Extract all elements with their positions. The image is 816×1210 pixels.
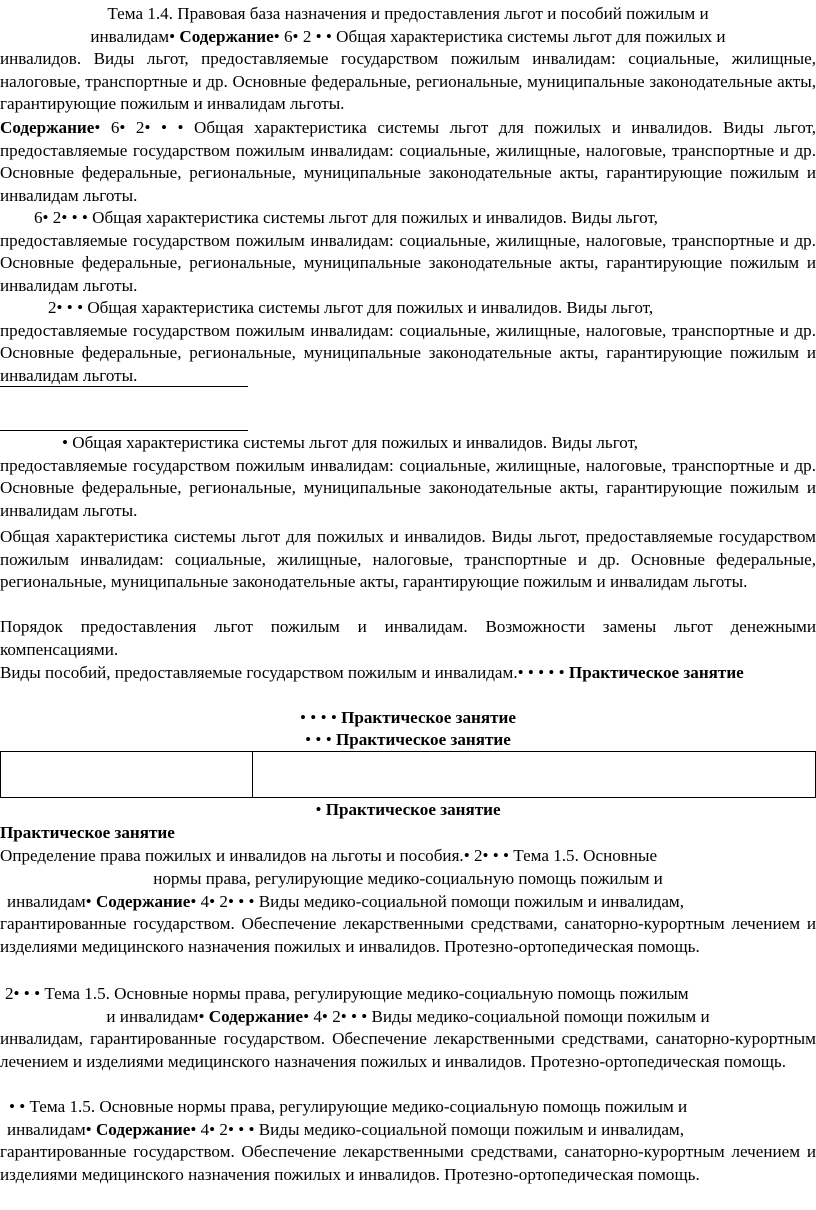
paragraph-body: предоставляемые государством пожилым инвалидам: социальные, жилищные, налоговые, транспортные и др. Основные федеральные, региональные, муниципальные законодательные акты, гарантирующие пожилым и инвалидам льготы. bbox=[0, 455, 816, 520]
table-cell bbox=[253, 752, 816, 798]
content-label: Содержание bbox=[95, 1119, 191, 1139]
content-label: Содержание bbox=[179, 26, 274, 46]
practice-heading-4: Практическое занятие bbox=[0, 823, 175, 842]
paragraph-tail: • 2• • • Тема 1.5. Основные bbox=[463, 846, 658, 865]
bullet-glyphs: • • • • bbox=[300, 708, 337, 727]
paragraph-body: инвалидам, гарантированные государством. Обеспечение лекарственными средствами, санаторно-курортным лечением и изделиями медицинского назначения пожилых и инвалидов. Протезно-ортопедическая помощь. bbox=[0, 1029, 816, 1071]
paragraph-first-line: 2• • • Общая характеристика системы льгот для пожилых и инвалидов. Виды льгот, bbox=[48, 298, 654, 317]
heading-label: Практическое занятие bbox=[336, 708, 516, 727]
practice-heading-1 bbox=[0, 707, 816, 730]
bullet-glyphs: • bbox=[315, 800, 322, 819]
topic-title-line: Тема 1.4. Правовая база назначения и предоставления льгот и пособий пожилым и bbox=[107, 4, 709, 23]
paragraph-second-line bbox=[0, 891, 816, 914]
bullet-glyph: • bbox=[273, 26, 280, 46]
paragraph-8 bbox=[0, 662, 816, 685]
paragraph-second-line bbox=[0, 1119, 816, 1142]
bullet-glyphs: • • • • • bbox=[517, 663, 565, 682]
paragraph-3 bbox=[0, 207, 816, 297]
paragraph-body: гарантированные государством. Обеспечение лекарственными средствами, санаторно-курортным лечением и изделиями медицинского назначения пожилых и инвалидов. Протезно-ортопедическая помощь. bbox=[0, 914, 816, 956]
text-fragment: 2 bbox=[298, 26, 312, 46]
underline-rule bbox=[0, 386, 248, 387]
table-cell bbox=[1, 752, 253, 798]
practice-heading: Практическое занятие bbox=[564, 663, 744, 682]
table-row bbox=[1, 752, 816, 798]
paragraph-body: инвалидов. Виды льгот, предоставляемые государством пожилым инвалидам: социальные, жилищные, налоговые, транспортные и др. Основные федеральные, региональные, муниципальные законодательные акты, гарантирующие пожилым и инвалидам льготы. bbox=[0, 49, 816, 114]
paragraph-first-line: • • Тема 1.5. Основные нормы права, регулирующие медико-социальную помощь пожилым и bbox=[9, 1097, 688, 1116]
paragraph-body: Общая характеристика системы льгот для пожилых и инвалидов. Виды льгот, предоставляемые государством пожилым инвалидам: социальные, жилищные, налоговые, транспортные и др. Основные федеральные, региональные, муниципальные законодательные акты, гарантирующие пожилым и инвалидам льготы. bbox=[0, 118, 816, 205]
paragraph-topic-1-5-a bbox=[0, 868, 816, 958]
paragraph-topic-1-5-c bbox=[0, 1096, 816, 1186]
text-fragment: • 4• 2• • • Виды медико-социальной помощи пожилым и инвалидам, bbox=[190, 891, 685, 911]
paragraph-7: Порядок предоставления льгот пожилым и инвалидам. Возможности замены льгот денежными компенсациями. bbox=[0, 617, 816, 659]
content-label: Содержание bbox=[95, 891, 191, 911]
heading-label: Практическое занятие bbox=[331, 730, 511, 749]
paragraph-body: гарантированные государством. Обеспечение лекарственными средствами, санаторно-курортным лечением и изделиями медицинского назначения пожилых и инвалидов. Протезно-ортопедическая помощь. bbox=[0, 1142, 816, 1184]
paragraph-first-line: • Общая характеристика системы льгот для пожилых и инвалидов. Виды льгот, bbox=[62, 433, 639, 452]
paragraph-body: предоставляемые государством пожилым инвалидам: социальные, жилищные, налоговые, транспортные и др. Основные федеральные, региональные, муниципальные законодательные акты, гарантирующие пожилым и инвалидам льготы. bbox=[0, 230, 816, 295]
text-fragment: • 4• 2• • • Виды медико-социальной помощи пожилым и инвалидам, bbox=[190, 1119, 685, 1139]
text-fragment: и инвалидам bbox=[106, 1006, 199, 1026]
bullet-glyph: • bbox=[169, 26, 176, 46]
paragraph-5 bbox=[0, 432, 816, 522]
bullet-glyphs: • • • bbox=[305, 730, 332, 749]
text-fragment: • 4• 2• • • Виды медико-социальной помощи пожилым и bbox=[303, 1006, 710, 1026]
paragraph-body: Определение права пожилых и инвалидов на льготы и пособия. bbox=[0, 846, 464, 865]
text-fragment: 6 bbox=[279, 26, 293, 46]
bullet-glyph: • bbox=[198, 1006, 205, 1026]
paragraph-content-2 bbox=[0, 117, 816, 207]
practice-heading-2 bbox=[0, 729, 816, 752]
text-fragment: инвалидам bbox=[7, 891, 86, 911]
text-fragment: инвалидам bbox=[7, 1119, 86, 1139]
paragraph-9 bbox=[0, 845, 816, 868]
bullet-glyph: • bbox=[85, 1119, 92, 1139]
paragraph-body: Виды пособий, предоставляемые государством пожилым и инвалидам. bbox=[0, 663, 518, 682]
practice-heading-3 bbox=[0, 799, 816, 822]
text-fragment: инвалидам bbox=[90, 26, 170, 46]
content-label: Содержание bbox=[0, 118, 95, 137]
bullet-glyph: • bbox=[85, 891, 92, 911]
heading-label: Практическое занятие bbox=[321, 800, 501, 819]
bullet-prefix: • 6• 2• • • bbox=[94, 118, 194, 137]
footnote-separator bbox=[0, 430, 248, 431]
paragraph-first-line: 2• • • Тема 1.5. Основные нормы права, регулирующие медико-социальную помощь пожилым bbox=[5, 984, 689, 1003]
paragraph-body: предоставляемые государством пожилым инвалидам: социальные, жилищные, налоговые, транспортные и др. Основные федеральные, региональные, муниципальные законодательные акты, гарантирующие пожилым и инвалидам льготы. bbox=[0, 320, 816, 385]
paragraph-6: Общая характеристика системы льгот для пожилых и инвалидов. Виды льгот, предоставляемые государством пожилым инвалидам: социальные, жилищные, налоговые, транспортные и др. Основные федеральные, региональные, муниципальные законодательные акты, гарантирующие пожилым и инвалидам льготы. bbox=[0, 527, 816, 592]
text-fragment: • • Общая характеристика системы льгот для пожилых и bbox=[311, 26, 726, 46]
paragraph-first-line: 6• 2• • • Общая характеристика системы льгот для пожилых и инвалидов. Виды льгот, bbox=[34, 208, 658, 227]
content-label: Содержание bbox=[208, 1006, 304, 1026]
topic-title-line-2 bbox=[0, 26, 816, 49]
bullet-glyph: • bbox=[292, 26, 299, 46]
paragraph-topic-1-5-b bbox=[0, 983, 816, 1073]
empty-table bbox=[0, 751, 816, 798]
paragraph-4 bbox=[0, 297, 816, 387]
paragraph-first-line: нормы права, регулирующие медико-социальную помощь пожилым и bbox=[153, 869, 663, 888]
paragraph-topic-1-4 bbox=[0, 3, 816, 116]
paragraph-second-line bbox=[0, 1006, 816, 1029]
